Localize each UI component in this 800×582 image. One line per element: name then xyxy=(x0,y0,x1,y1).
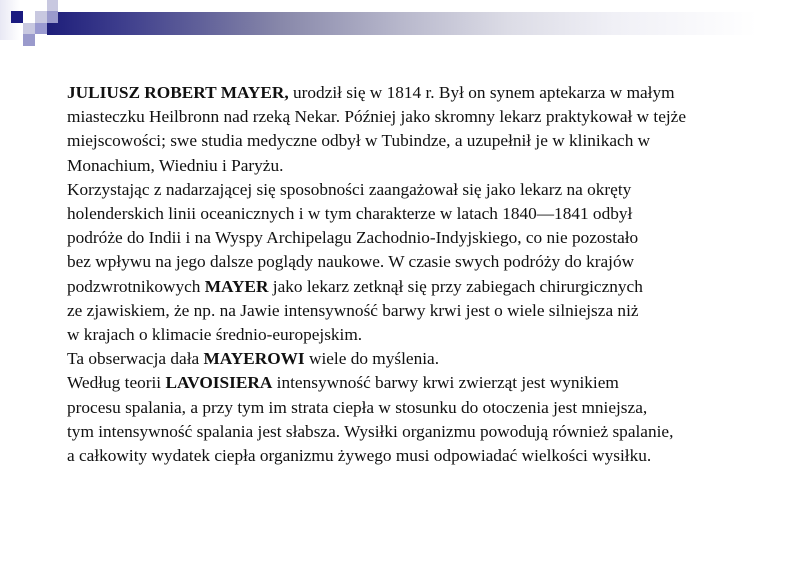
bold-name: MAYEROWI xyxy=(203,349,305,369)
text-line xyxy=(67,81,787,105)
text-line xyxy=(67,347,787,371)
line-text: intensywność barwy krwi zwierząt jest wynikiem xyxy=(272,373,619,393)
text-line xyxy=(67,371,787,395)
text-line: bez wpływu na jego dalsze poglądy naukowe. W czasie swych podróży do krajów xyxy=(67,252,635,272)
line-text: wiele do myślenia. xyxy=(304,349,440,369)
bold-name: MAYER xyxy=(204,276,269,296)
decor-square xyxy=(47,0,58,11)
text-line: Monachium, Wiedniu i Paryżu. xyxy=(67,155,284,175)
text-line xyxy=(67,275,787,299)
line-text: Ta obserwacja dała xyxy=(67,349,204,369)
slide-body-text xyxy=(67,81,787,468)
text-line: a całkowity wydatek ciepła organizmu żywego musi odpowiadać wielkości wysiłku. xyxy=(67,446,652,466)
decor-square-dark xyxy=(11,11,23,23)
bold-name: JULIUSZ ROBERT MAYER, xyxy=(67,83,289,102)
line-text: Według teorii xyxy=(67,373,166,393)
text-line: w krajach o klimacie średnio-europejskim. xyxy=(67,325,363,345)
text-line: procesu spalania, a przy tym im strata ciepła w stosunku do otoczenia jest mniejsza, xyxy=(67,397,648,417)
text-line: tym intensywność spalania jest słabsza. Wysiłki organizmu powodują również spalanie, xyxy=(67,421,674,441)
text-line: miejscowości; swe studia medyczne odbył w Tubindze, a uzupełnił je w klinikach w xyxy=(67,131,651,151)
decor-square xyxy=(35,23,47,34)
header-gradient-bar xyxy=(47,12,757,35)
text-line: Korzystając z nadarzającej się sposobności zaangażował się jako lekarz na okręty xyxy=(67,179,632,199)
text-line: miasteczku Heilbronn nad rzeką Nekar. Później jako skromny lekarz praktykował w tejże xyxy=(67,107,687,127)
text-line: podróże do Indii i na Wyspy Archipelagu Zachodnio-Indyjskiego, co nie pozostało xyxy=(67,228,639,248)
line-text: jako lekarz zetknął się przy zabiegach chirurgicznych xyxy=(268,276,643,296)
line-text: urodził się w 1814 r. Był on synem aptekarza w małym xyxy=(288,83,675,102)
decor-square xyxy=(23,34,35,46)
line-text: podzwrotnikowych xyxy=(67,276,205,296)
text-line: ze zjawiskiem, że np. na Jawie intensywność barwy krwi jest o wiele silniejsza niż xyxy=(67,300,639,320)
decor-square xyxy=(23,23,35,34)
bold-name: LAVOISIERA xyxy=(165,373,273,393)
text-line: holenderskich linii oceanicznych i w tym charakterze w latach 1840—1841 odbył xyxy=(67,204,633,224)
decor-square xyxy=(35,11,47,23)
decor-square xyxy=(47,11,58,23)
